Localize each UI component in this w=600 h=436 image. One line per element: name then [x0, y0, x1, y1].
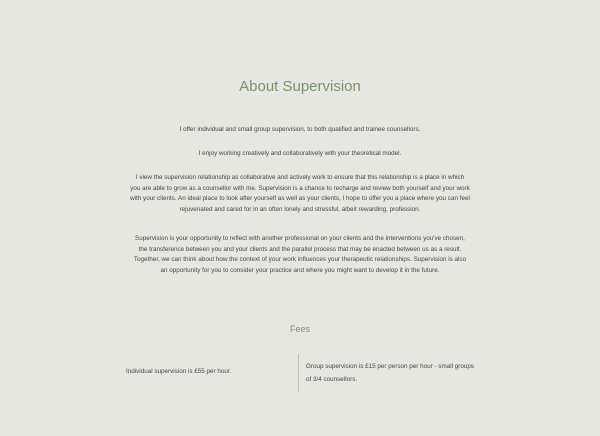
individual-fee: Individual supervision is £55 per hour.	[126, 368, 232, 375]
group-fee: Group supervision is £15 per person per hour - small groups of 3/4 counsellors.	[306, 363, 475, 383]
fees-heading: Fees	[289, 324, 310, 334]
reflection-paragraph: Supervision is your opportunity to reflect with another professional on your clients and the interventions you've chosen, the transference between you and your clients and the parallel process that may be enacted between us as a result. Together, we can think about how the context of your work influences your therapeutic relationships. Supervision is also an opportunity for you to consider your practice and where you might want to develop it in the future.	[133, 235, 467, 274]
intro-paragraph: I offer individual and small group supervision, to both qualified and trainee counsellors.	[179, 126, 421, 133]
fees-divider	[298, 354, 299, 392]
approach-paragraph: I enjoy working creatively and collaboratively with your theoretical model.	[198, 150, 402, 157]
page-title: About Supervision	[239, 78, 361, 95]
relationship-paragraph: I view the supervision relationship as collaborative and actively work to ensure that this relationship is a place in which you are able to grow as a counsellor with me. Supervision is a chance to recharge and review both yourself and your work with your clients. An ideal place to look after yourself as well as your clients, I hope to offer you a place where you can feel rejuvenated and cared for in an often lonely and stressful, albeit rewarding, profession.	[130, 174, 470, 213]
